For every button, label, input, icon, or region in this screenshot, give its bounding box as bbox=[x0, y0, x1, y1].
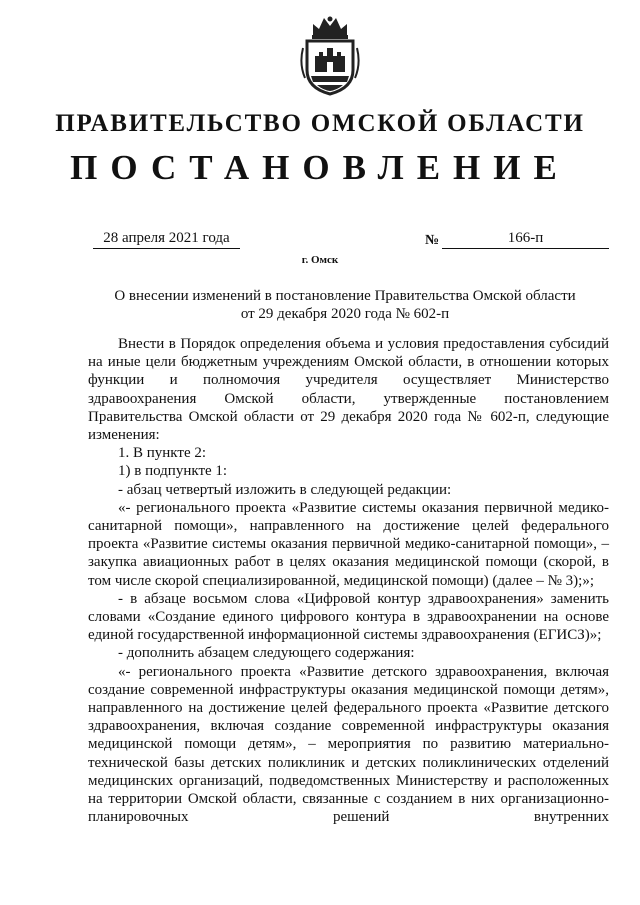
body-paragraph: «- регионального проекта «Развитие детского здравоохранения, включая создание современной инфраструктуры оказания медицинской помощи детям», направленного на достижение целей федерального проекта «Развитие детского здравоохранения, включая создание современной инфраструктуры оказания медицинской помощи детям», – мероприятия по развитию материально-технической базы детских поликлиник и детских поликлинических отделений медицинских организаций, подведомственных Министерству и расположенных на территории Омской области, связанные с созданием в них организационно-планировочных решений внутренних bbox=[88, 663, 609, 826]
document-date: 28 апреля 2021 года bbox=[93, 230, 240, 249]
body-paragraph: 1) в подпункте 1: bbox=[118, 463, 228, 480]
omsk-coat-of-arms-icon bbox=[299, 14, 361, 96]
body-paragraph: Внести в Порядок определения объема и условия предоставления субсидий на иные цели бюджетным учреждениям Омской области, в отношении которых функции и полномочия учредителя осуществляет Министерство здравоохранения Омской области, утвержденные постановлением Правительства Омской области от 29 декабря 2020 года № 602-п, следующие изменения: bbox=[88, 336, 609, 444]
number-sign: № bbox=[425, 233, 440, 248]
body-paragraph: - абзац четвертый изложить в следующей редакции: bbox=[118, 481, 452, 498]
city: г. Омск bbox=[301, 254, 339, 266]
body-paragraph: - в абзаце восьмом слова «Цифровой контур здравоохранения» заменить словами «Создание единого цифрового контура в здравоохранении на основе единой государственной информационной системы здравоохранения (ЕГИСЗ)»; bbox=[88, 590, 609, 644]
document-body bbox=[88, 335, 609, 826]
document-number: 166-п bbox=[442, 230, 609, 249]
subject-line: О внесении изменений в постановление Правительства Омской области bbox=[114, 288, 576, 304]
body-paragraph: - дополнить абзацем следующего содержания: bbox=[118, 645, 415, 662]
document-subject bbox=[80, 287, 610, 323]
subject-line: от 29 декабря 2020 года № 602-п bbox=[240, 306, 450, 322]
body-paragraph: 1. В пункте 2: bbox=[118, 445, 207, 462]
document-type-title: ПОСТАНОВЛЕНИЕ bbox=[70, 148, 570, 187]
body-paragraph: «- регионального проекта «Развитие системы оказания первичной медико-санитарной помощи», направленного на достижение целей федерального проекта «Развитие системы оказания первичной медико-санитарной помощи», – закупка авиационных работ в целях оказания медицинской помощи (скорой, в том числе скорой специализированной, медицинской помощи) (далее – № 3);»; bbox=[88, 499, 609, 589]
organization-title: ПРАВИТЕЛЬСТВО ОМСКОЙ ОБЛАСТИ bbox=[55, 110, 585, 137]
